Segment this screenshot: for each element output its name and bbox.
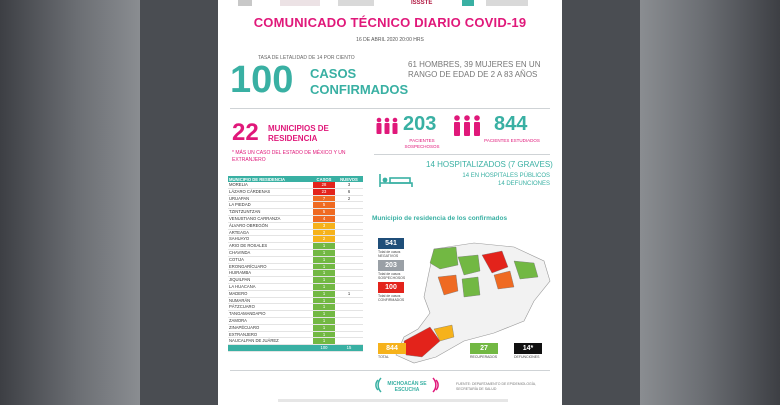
row-municipality: TANGAMANDAPIO (228, 311, 313, 318)
row-municipality: ZINAPÉCUARO (228, 324, 313, 331)
demographics-text: 61 HOMBRES, 39 MUJERES EN UN RANGO DE EDAD DE 2 A 83 AÑOS (408, 60, 541, 79)
lethality-rate: TASA DE LETALIDAD DE 14 POR CIENTO (258, 55, 355, 61)
row-cases: 1 (313, 290, 335, 297)
row-cases: 1 (313, 331, 335, 338)
row-new (335, 317, 363, 324)
sound-waves-right-icon (430, 377, 446, 393)
total-cases: 100 (313, 345, 335, 352)
row-cases: 1 (313, 243, 335, 250)
row-cases: 1 (313, 311, 335, 318)
confirmed-count: 100 (230, 59, 294, 101)
map-legend-item: 541 (378, 238, 404, 249)
health-logo (280, 0, 320, 6)
municipality-label: MUNICIPIOS DE RESIDENCIA (268, 124, 329, 143)
table-total-row (228, 345, 363, 352)
map-bottom-label: DEFUNCIONES (514, 355, 540, 359)
row-municipality: ARIO DE ROSALES (228, 243, 313, 250)
map-legend-item: 100 (378, 282, 404, 293)
imss-logo (462, 0, 474, 6)
background-blur-right (640, 0, 780, 405)
table-row (228, 256, 363, 263)
row-municipality: ZAMORA (228, 317, 313, 324)
row-new: 2 (335, 195, 363, 202)
map-bottom-item: 27 (470, 343, 498, 354)
header-new: NUEVOS (335, 176, 363, 182)
suspect-label: PACIENTES SOSPECHOSOS (404, 138, 440, 149)
row-new (335, 324, 363, 331)
row-new (335, 331, 363, 338)
row-cases: 1 (313, 256, 335, 263)
table-row (228, 243, 363, 250)
row-cases: 28 (313, 182, 335, 188)
row-new: 6 (335, 188, 363, 195)
row-cases: 1 (313, 277, 335, 284)
row-new (335, 297, 363, 304)
hospital-bed-icon (378, 172, 414, 188)
row-cases: 1 (313, 270, 335, 277)
row-municipality: EXTRANJERO (228, 331, 313, 338)
logo-strip (218, 0, 562, 8)
table-row (228, 236, 363, 243)
row-cases: 1 (313, 263, 335, 270)
issste-logo: ISSSTE (411, 0, 433, 6)
row-municipality: MADERO (228, 290, 313, 297)
sound-waves-icon (368, 377, 384, 393)
studied-people-icon (452, 115, 482, 137)
row-cases: 1 (313, 324, 335, 331)
row-municipality: MORELIA (228, 182, 313, 188)
row-cases: 5 (313, 202, 335, 209)
table-row (228, 290, 363, 297)
row-municipality: LA PIEDAD (228, 202, 313, 209)
table-row (228, 277, 363, 284)
table-row (228, 311, 363, 318)
row-cases: 5 (313, 209, 335, 216)
government-logo (238, 0, 252, 6)
row-new (335, 311, 363, 318)
data-source: FUENTE: DEPARTAMENTO DE EPIDEMIOLOGÍA, SECRETARÍA DE SALUD (456, 382, 537, 391)
row-cases: 1 (313, 297, 335, 304)
row-cases: 23 (313, 188, 335, 195)
report-date: 16 DE ABRIL 2020 20:00 HRS (356, 37, 424, 43)
row-new (335, 202, 363, 209)
section-divider (230, 108, 550, 109)
row-municipality: SAHUAYO (228, 236, 313, 243)
state-logo (338, 0, 374, 6)
row-municipality: URUAPAN (228, 195, 313, 202)
row-municipality: JIQUILPAN (228, 277, 313, 284)
table-row (228, 297, 363, 304)
row-cases: 1 (313, 317, 335, 324)
hospitalized-headline: 14 HOSPITALIZADOS (7 GRAVES) (426, 160, 553, 169)
deaths-count: 14 DEFUNCIONES (497, 181, 550, 187)
row-municipality: VENUSTIANO CARRANZA (228, 215, 313, 222)
map-bottom-label: TOTAL (378, 355, 389, 359)
table-row (228, 317, 363, 324)
table-row (228, 338, 363, 345)
background-blur-left (0, 0, 140, 405)
map-bottom-label: RECUPERADOS (470, 355, 498, 359)
table-row (228, 188, 363, 195)
row-new (335, 229, 363, 236)
table-row (228, 229, 363, 236)
table-row (228, 209, 363, 216)
row-municipality: CHAVINDA (228, 249, 313, 256)
header-municipality: MUNICIPIO DE RESIDENCIA (228, 176, 313, 182)
slogan: MICHOACÁN SE ESCUCHA (387, 381, 427, 393)
municipality-count: 22 (232, 119, 259, 146)
row-new (335, 209, 363, 216)
row-new (335, 215, 363, 222)
map-legend-label: Total de casos NEGATIVOS (378, 250, 401, 258)
agency-logo (486, 0, 528, 6)
row-municipality: LA HUACANA (228, 283, 313, 290)
row-new (335, 263, 363, 270)
row-municipality: NAUCALPAN DE JUÁREZ (228, 338, 313, 345)
map-legend-label: Total de casos CONFIRMADOS (378, 294, 405, 302)
row-municipality: PÁTZCUARO (228, 304, 313, 311)
row-new (335, 338, 363, 345)
row-new: 1 (335, 290, 363, 297)
row-cases: 1 (313, 304, 335, 311)
page-title: COMUNICADO TÉCNICO DIARIO COVID-19 (253, 15, 527, 30)
hospital-divider (374, 154, 550, 155)
row-new (335, 304, 363, 311)
table-row (228, 263, 363, 270)
table-row (228, 249, 363, 256)
map-bottom-item: 14* (514, 343, 542, 354)
row-new (335, 283, 363, 290)
table-row (228, 202, 363, 209)
footer-address-strip (278, 399, 508, 402)
map-region-center (462, 277, 480, 297)
row-municipality: ARTEAGA (228, 229, 313, 236)
table-row (228, 270, 363, 277)
table-row (228, 195, 363, 202)
map-title: Municipio de residencia de los confirmados (372, 215, 508, 222)
row-new (335, 222, 363, 229)
row-cases: 2 (313, 236, 335, 243)
row-municipality: TZINTZUNTZAN (228, 209, 313, 216)
row-cases: 1 (313, 338, 335, 345)
table-row (228, 304, 363, 311)
row-new (335, 249, 363, 256)
row-cases: 1 (313, 283, 335, 290)
map-bottom-item: 844 (378, 343, 406, 354)
row-cases: 4 (313, 215, 335, 222)
municipality-note: * MÁS UN CASO DEL ESTADO DE MÉXICO Y UN EXTRANJERO (232, 150, 346, 163)
row-municipality: NUMARÁN (228, 297, 313, 304)
studied-count: 844 (494, 113, 528, 135)
row-cases: 2 (313, 229, 335, 236)
suspect-people-icon (375, 117, 399, 135)
table-row (228, 324, 363, 331)
public-hospitals: 14 EN HOSPITALES PÚBLICOS (462, 173, 550, 179)
total-new: 15 (335, 345, 363, 352)
row-new (335, 236, 363, 243)
map-legend-item: 203 (378, 260, 404, 271)
row-municipality: HUIRAMBA (228, 270, 313, 277)
row-cases: 3 (313, 222, 335, 229)
footer-divider (230, 370, 550, 371)
row-municipality: ERONGARÍCUARO (228, 263, 313, 270)
row-municipality: ÁLVARO OBREGÓN (228, 222, 313, 229)
row-cases: 7 (313, 195, 335, 202)
row-municipality: COTIJA (228, 256, 313, 263)
row-new (335, 243, 363, 250)
bulletin-sheet (218, 0, 562, 405)
row-new (335, 270, 363, 277)
row-new: 3 (335, 182, 363, 188)
table-row (228, 283, 363, 290)
row-municipality: LÁZARO CÁRDENAS (228, 188, 313, 195)
municipality-table (228, 176, 363, 352)
studied-label: PACIENTES ESTUDIADOS (484, 138, 540, 143)
table-row (228, 215, 363, 222)
map-region-northwest (430, 247, 458, 269)
confirmed-label: CASOS CONFIRMADOS (310, 66, 409, 97)
map-legend-label: Total de casos SOSPECHOSOS (378, 272, 406, 280)
table-row (228, 331, 363, 338)
table-row (228, 222, 363, 229)
hospital-details (450, 172, 550, 188)
header-cases: CASOS (313, 176, 335, 182)
row-cases: 1 (313, 249, 335, 256)
row-new (335, 256, 363, 263)
row-new (335, 277, 363, 284)
suspect-count: 203 (403, 113, 437, 135)
